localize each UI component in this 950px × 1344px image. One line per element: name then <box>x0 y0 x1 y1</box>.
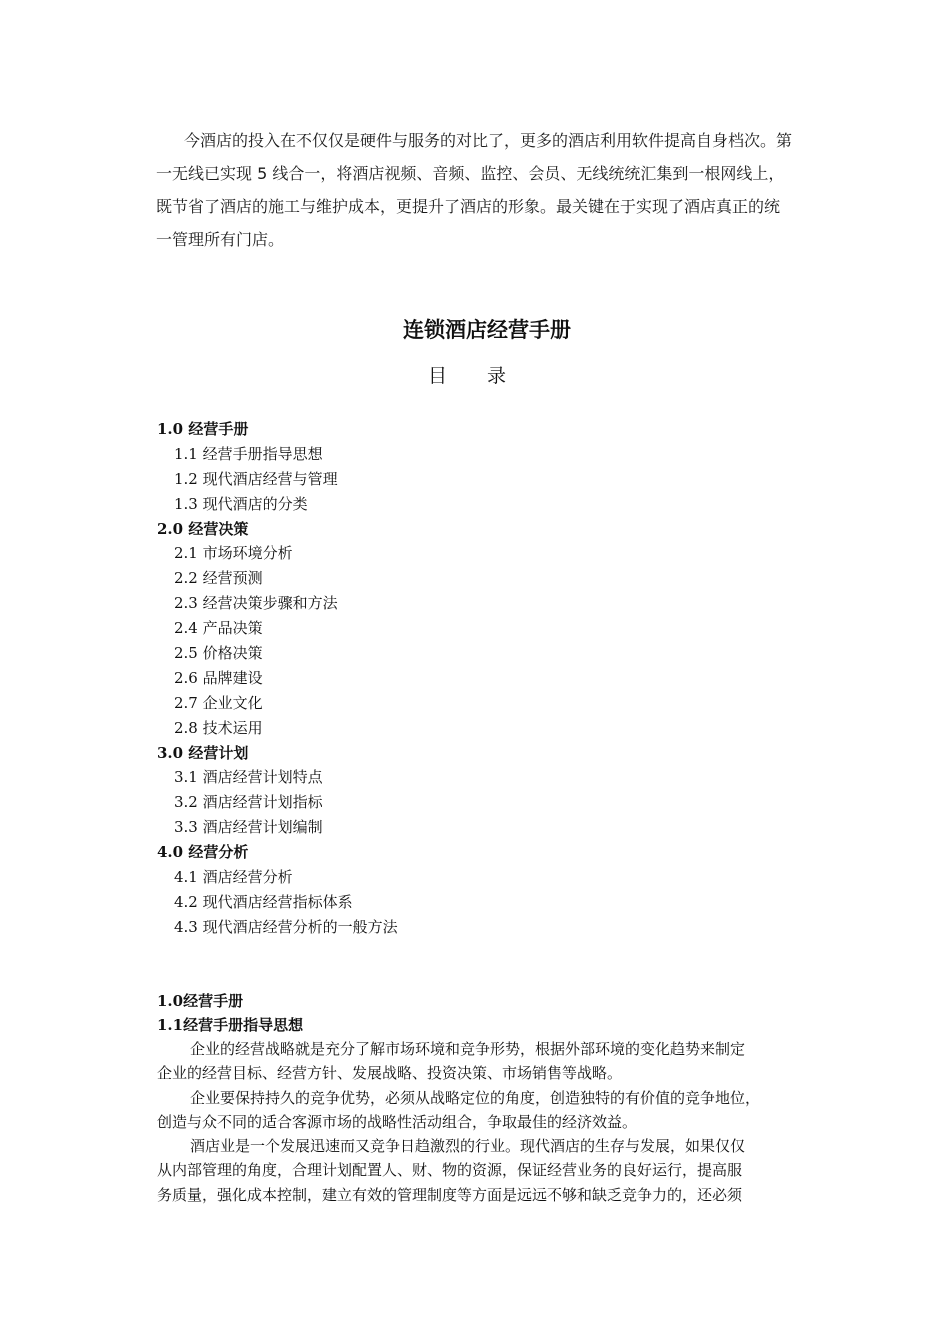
body-paragraph <box>157 1134 827 1207</box>
toc-entry-chapter[interactable]: 4.0 经营分析 <box>157 843 249 862</box>
toc-entry-chapter[interactable]: 1.0 经营手册 <box>157 420 249 438</box>
toc-entry-section[interactable]: 4.1 酒店经营分析 <box>174 868 293 887</box>
toc-entry-section[interactable]: 2.7 企业文化 <box>174 693 263 712</box>
document-title: 连锁酒店经营手册 <box>403 318 571 342</box>
toc-entry-chapter[interactable]: 3.0 经营计划 <box>157 743 249 762</box>
paragraph-line: 务质量，强化成本控制，建立有效的管理制度等方面是远远不够和缺乏竞争力的，还必须 <box>157 1185 743 1204</box>
toc-entry-section[interactable]: 2.5 价格决策 <box>174 644 263 663</box>
toc-entry-section[interactable]: 3.2 酒店经营计划指标 <box>174 793 323 812</box>
toc-entry-section[interactable]: 4.3 现代酒店经营分析的一般方法 <box>174 917 398 936</box>
body-paragraph <box>157 1086 827 1135</box>
paragraph-line: 企业的经营目标、经营方针、发展战略、投资决策、市场销售等战略。 <box>157 1064 623 1083</box>
intro-line: 一无线已实现 5 线合一，将酒店视频、音频、监控、会员、无线统统汇集到一根网线上， <box>156 164 785 183</box>
section-heading-section: 1.1经营手册指导思想 <box>157 1016 304 1034</box>
toc-entry-section[interactable]: 3.3 酒店经营计划编制 <box>174 818 323 837</box>
intro-line: 一管理所有门店。 <box>156 230 285 249</box>
intro-line: 今酒店的投入在不仅仅是硬件与服务的对比了，更多的酒店利用软件提高自身档次。第 <box>184 131 793 150</box>
toc-entry-section[interactable]: 2.3 经营决策步骤和方法 <box>174 594 338 613</box>
toc-entry-section[interactable]: 4.2 现代酒店经营指标体系 <box>174 892 353 911</box>
toc-entry-section[interactable]: 2.4 产品决策 <box>174 619 263 638</box>
toc-entry-section[interactable]: 2.1 市场环境分析 <box>174 544 293 563</box>
paragraph-line: 创造与众不同的适合客源市场的战略性活动组合，争取最佳的经济效益。 <box>157 1112 638 1131</box>
toc-entry-section[interactable]: 1.2 现代酒店经营与管理 <box>174 469 338 488</box>
table-of-contents <box>157 417 657 940</box>
intro-line: 既节省了酒店的施工与维护成本，更提升了酒店的形象。最关键在于实现了酒店真正的统 <box>156 197 781 216</box>
section-heading-chapter: 1.0经营手册 <box>157 992 244 1010</box>
section-body <box>157 989 827 1207</box>
paragraph-line: 酒店业是一个发展迅速而又竞争日趋激烈的行业。现代酒店的生存与发展，如果仅仅 <box>190 1137 746 1156</box>
toc-entry-chapter[interactable]: 2.0 经营决策 <box>157 519 249 538</box>
paragraph-line: 企业要保持持久的竞争优势，必须从战略定位的角度，创造独特的有价值的竞争地位， <box>190 1088 761 1107</box>
toc-entry-section[interactable]: 3.1 酒店经营计划特点 <box>174 768 323 787</box>
paragraph-line: 企业的经营战略就是充分了解市场环境和竞争形势，根据外部环境的变化趋势来制定 <box>190 1040 746 1058</box>
toc-entry-section[interactable]: 1.3 现代酒店的分类 <box>174 494 308 513</box>
intro-paragraph <box>156 124 826 256</box>
toc-entry-section[interactable]: 2.6 品牌建设 <box>174 668 263 687</box>
toc-entry-section[interactable]: 2.2 经营预测 <box>174 569 263 588</box>
body-paragraph <box>157 1037 827 1086</box>
paragraph-line: 从内部管理的角度，合理计划配置人、财、物的资源，保证经营业务的良好运行，提高服 <box>157 1161 743 1180</box>
toc-entry-section[interactable]: 1.1 经营手册指导思想 <box>174 444 323 463</box>
toc-entry-section[interactable]: 2.8 技术运用 <box>174 718 263 737</box>
toc-title: 目录 <box>427 365 546 387</box>
